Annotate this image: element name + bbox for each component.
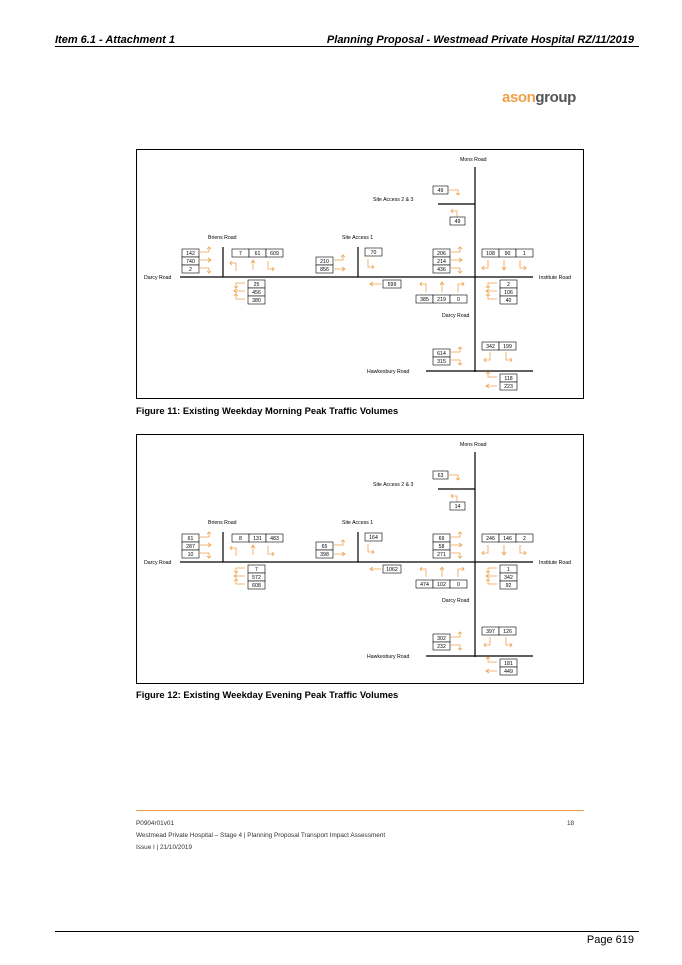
mons-north-volume-2: 0 bbox=[457, 582, 460, 588]
footer-issue: Issue I | 21/10/2019 bbox=[136, 844, 193, 851]
page-number: Page 619 bbox=[586, 934, 634, 946]
briens-west-volume-0: 61 bbox=[187, 536, 194, 542]
institute-road-label: Institute Road bbox=[539, 275, 572, 281]
hawk-east-volume-1: 449 bbox=[504, 669, 513, 675]
darcy-road-west-label: Darcy Road bbox=[144, 275, 172, 281]
sa1-east-volume: 599 bbox=[387, 282, 397, 288]
mons-east-volume-0: 1 bbox=[507, 567, 510, 573]
site-access-23-label: Site Access 2 & 3 bbox=[373, 197, 414, 203]
mons-west-volume-0: 206 bbox=[437, 251, 446, 257]
mons-south-volume-1: 146 bbox=[503, 536, 512, 542]
hawk-west-volume-0: 302 bbox=[437, 636, 446, 642]
hawkesbury-road-label: Hawkesbury Road bbox=[367, 369, 410, 375]
footer-ref: P0904r01v01 bbox=[136, 820, 175, 827]
sa1-east-volume: 1062 bbox=[386, 567, 398, 573]
sa1-south-volume: 164 bbox=[369, 535, 378, 541]
briens-south-volume-1: 131 bbox=[253, 536, 262, 542]
mons-road-label: Mons Road bbox=[460, 442, 487, 448]
briens-south-volume-0: 7 bbox=[239, 251, 242, 257]
footer-rule bbox=[136, 810, 584, 811]
briens-west-volume-1: 740 bbox=[186, 259, 195, 265]
hawk-south-volume-1: 126 bbox=[503, 629, 512, 635]
briens-south-volume-2: 609 bbox=[270, 251, 279, 257]
hawk-south-volume-1: 199 bbox=[503, 344, 512, 350]
mons-west-volume-2: 271 bbox=[437, 552, 446, 558]
mons-west-volume-2: 436 bbox=[437, 267, 446, 273]
mons-road-label: Mons Road bbox=[460, 157, 487, 163]
site-access-1-label: Site Access 1 bbox=[342, 520, 374, 526]
mons-south-volume-2: 2 bbox=[523, 536, 526, 542]
hawk-west-volume-0: 614 bbox=[437, 351, 446, 357]
briens-west-volume-2: 2 bbox=[189, 267, 192, 273]
mons-north-volume-0: 385 bbox=[420, 297, 429, 303]
hawk-east-volume-0: 181 bbox=[504, 661, 513, 667]
bottom-rule bbox=[55, 931, 639, 932]
briens-west-volume-0: 142 bbox=[186, 251, 195, 257]
briens-south-volume-0: 8 bbox=[239, 536, 242, 542]
mons-east-volume-1: 342 bbox=[504, 575, 513, 581]
darcy-road-south-label: Darcy Road bbox=[442, 313, 470, 319]
darcy-road-west-label: Darcy Road bbox=[144, 560, 172, 566]
briens-east-volume-0: 7 bbox=[255, 567, 258, 573]
briens-road-label: Briens Road bbox=[208, 520, 237, 526]
figure-12-caption: Figure 12: Existing Weekday Evening Peak Traffic Volumes bbox=[136, 689, 399, 700]
mons-west-volume-0: 69 bbox=[438, 536, 445, 542]
header-right: Planning Proposal - Westmead Private Hospital RZ/11/2019 bbox=[326, 34, 634, 46]
figure-frame bbox=[137, 435, 584, 684]
footer-page: 18 bbox=[567, 820, 575, 827]
mons-south-volume-2: 1 bbox=[523, 251, 526, 257]
hawk-west-volume-1: 315 bbox=[437, 359, 446, 365]
mons-north-volume-1: 102 bbox=[437, 582, 446, 588]
sa1-west-volume-0: 210 bbox=[320, 259, 329, 265]
sa1-south-volume: 70 bbox=[370, 250, 377, 256]
mons-west-volume-1: 214 bbox=[437, 259, 446, 265]
mons-east-volume-1: 106 bbox=[504, 290, 513, 296]
sa1-west-volume-0: 65 bbox=[321, 544, 328, 550]
mons-east-volume-2: 40 bbox=[505, 298, 512, 304]
footer-title: Westmead Private Hospital – Stage 4 | Planning Proposal Transport Impact Assessment bbox=[136, 832, 386, 839]
figure-frame bbox=[137, 150, 584, 399]
sa23-bottom-volume: 14 bbox=[454, 504, 461, 510]
header-left: Item 6.1 - Attachment 1 bbox=[55, 34, 176, 46]
hawk-east-volume-0: 118 bbox=[504, 376, 513, 382]
sa23-top-volume: 63 bbox=[437, 473, 444, 479]
hawk-east-volume-1: 223 bbox=[504, 384, 513, 390]
site-access-23-label: Site Access 2 & 3 bbox=[373, 482, 414, 488]
briens-east-volume-2: 608 bbox=[252, 583, 261, 589]
briens-east-volume-2: 380 bbox=[252, 298, 261, 304]
mons-east-volume-2: 92 bbox=[505, 583, 512, 589]
briens-west-volume-2: 10 bbox=[187, 552, 194, 558]
ason-group-logo: asongroup bbox=[502, 89, 576, 106]
briens-west-volume-1: 287 bbox=[186, 544, 195, 550]
header-rule bbox=[55, 46, 639, 47]
mons-north-volume-0: 474 bbox=[420, 582, 429, 588]
mons-west-volume-1: 58 bbox=[438, 544, 445, 550]
briens-east-volume-1: 456 bbox=[252, 290, 261, 296]
mons-north-volume-1: 219 bbox=[437, 297, 446, 303]
figure-11-caption: Figure 11: Existing Weekday Morning Peak Traffic Volumes bbox=[136, 405, 399, 416]
hawk-south-volume-0: 342 bbox=[486, 344, 495, 350]
briens-east-volume-1: 572 bbox=[252, 575, 261, 581]
hawkesbury-road-label: Hawkesbury Road bbox=[367, 654, 410, 660]
mons-north-volume-2: 0 bbox=[457, 297, 460, 303]
hawk-south-volume-0: 397 bbox=[486, 629, 495, 635]
briens-south-volume-2: 483 bbox=[270, 536, 279, 542]
sa1-west-volume-1: 398 bbox=[320, 552, 329, 558]
figure-11-diagram bbox=[136, 149, 584, 399]
institute-road-label: Institute Road bbox=[539, 560, 572, 566]
mons-south-volume-1: 90 bbox=[504, 251, 511, 257]
sa1-west-volume-1: 856 bbox=[320, 267, 329, 273]
sa23-top-volume: 49 bbox=[437, 188, 444, 194]
figure-12-diagram bbox=[136, 434, 584, 684]
darcy-road-south-label: Darcy Road bbox=[442, 598, 470, 604]
mons-east-volume-0: 2 bbox=[507, 282, 510, 288]
briens-east-volume-0: 25 bbox=[253, 282, 260, 288]
mons-south-volume-0: 246 bbox=[486, 536, 495, 542]
sa23-bottom-volume: 49 bbox=[454, 219, 461, 225]
site-access-1-label: Site Access 1 bbox=[342, 235, 374, 241]
briens-south-volume-1: 61 bbox=[254, 251, 261, 257]
briens-road-label: Briens Road bbox=[208, 235, 237, 241]
mons-south-volume-0: 108 bbox=[486, 251, 495, 257]
hawk-west-volume-1: 232 bbox=[437, 644, 446, 650]
